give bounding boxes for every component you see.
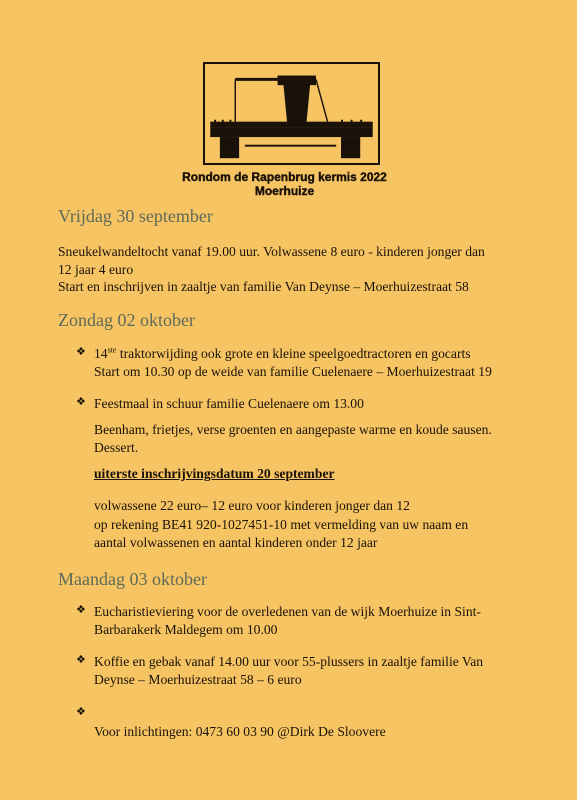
monday-item-2-line-1: Koffie en gebak vanaf 14.00 uur voor 55-plussers in zaaltje familie Van (94, 654, 484, 669)
price-line-3: aantal volwassenen en aantal kinderen onder 12 jaar (94, 535, 378, 550)
bullet-icon: ❖ (76, 706, 86, 718)
event-title: Rondom de Rapenbrug kermis 2022 (182, 170, 387, 184)
bullet-icon: ❖ (76, 396, 86, 408)
sunday-item-2-line-2: Beenham, frietjes, verse groenten en aangepaste warme en koude sausen. (94, 422, 492, 437)
bullet-icon: ❖ (76, 346, 86, 358)
sunday-item-2-line-1: Feestmaal in schuur familie Cuelenaere om 13.00 (94, 396, 364, 411)
price-line-1: volwassene 22 euro– 12 euro voor kinderen jonger dan 12 (94, 498, 410, 513)
monday-item-1-line-2: Barbarakerk Maldegem om 10.00 (94, 622, 278, 637)
heading-friday: Vrijdag 30 september (58, 206, 213, 226)
monday-item-1-line-1: Eucharistieviering voor de overledenen van de wijk Moerhuize in Sint- (94, 604, 481, 619)
registration-deadline: uiterste inschrijvingsdatum 20 september (94, 466, 335, 481)
ordinal-number: 14 (94, 346, 108, 361)
rapenbrug-logo (203, 62, 380, 165)
friday-line-2: 12 jaar 4 euro (58, 262, 134, 277)
sunday-item-1-line-1 (94, 344, 471, 363)
friday-line-1: Sneukelwandeltocht vanaf 19.00 uur. Volwassene 8 euro - kinderen jonger dan (58, 244, 485, 259)
price-line-2: op rekening BE41 920-1027451-10 met vermelding van uw naam en (94, 517, 469, 532)
sunday-item-1-text: traktorwijding ook grote en kleine speelgoedtractoren en gocarts (116, 346, 471, 361)
friday-line-3: Start en inschrijven in zaaltje van familie Van Deynse – Moerhuizestraat 58 (58, 279, 469, 294)
ordinal-suffix: ste (107, 345, 117, 355)
event-location: Moerhuize (254, 184, 315, 198)
contact-info: Voor inlichtingen: 0473 60 03 90 @Dirk De Sloovere (94, 724, 386, 739)
heading-sunday: Zondag 02 oktober (58, 310, 195, 330)
monday-item-2-line-2: Deynse – Moerhuizestraat 58 – 6 euro (94, 672, 302, 687)
sunday-item-1-line-2: Start om 10.30 op de weide van familie Cuelenaere – Moerhuizestraat 19 (94, 364, 492, 379)
bullet-icon: ❖ (76, 654, 86, 666)
drawbridge-icon (205, 64, 378, 163)
heading-monday: Maandag 03 oktober (58, 569, 207, 589)
sunday-item-2-line-3: Dessert. (94, 440, 139, 455)
bullet-icon: ❖ (76, 604, 86, 616)
